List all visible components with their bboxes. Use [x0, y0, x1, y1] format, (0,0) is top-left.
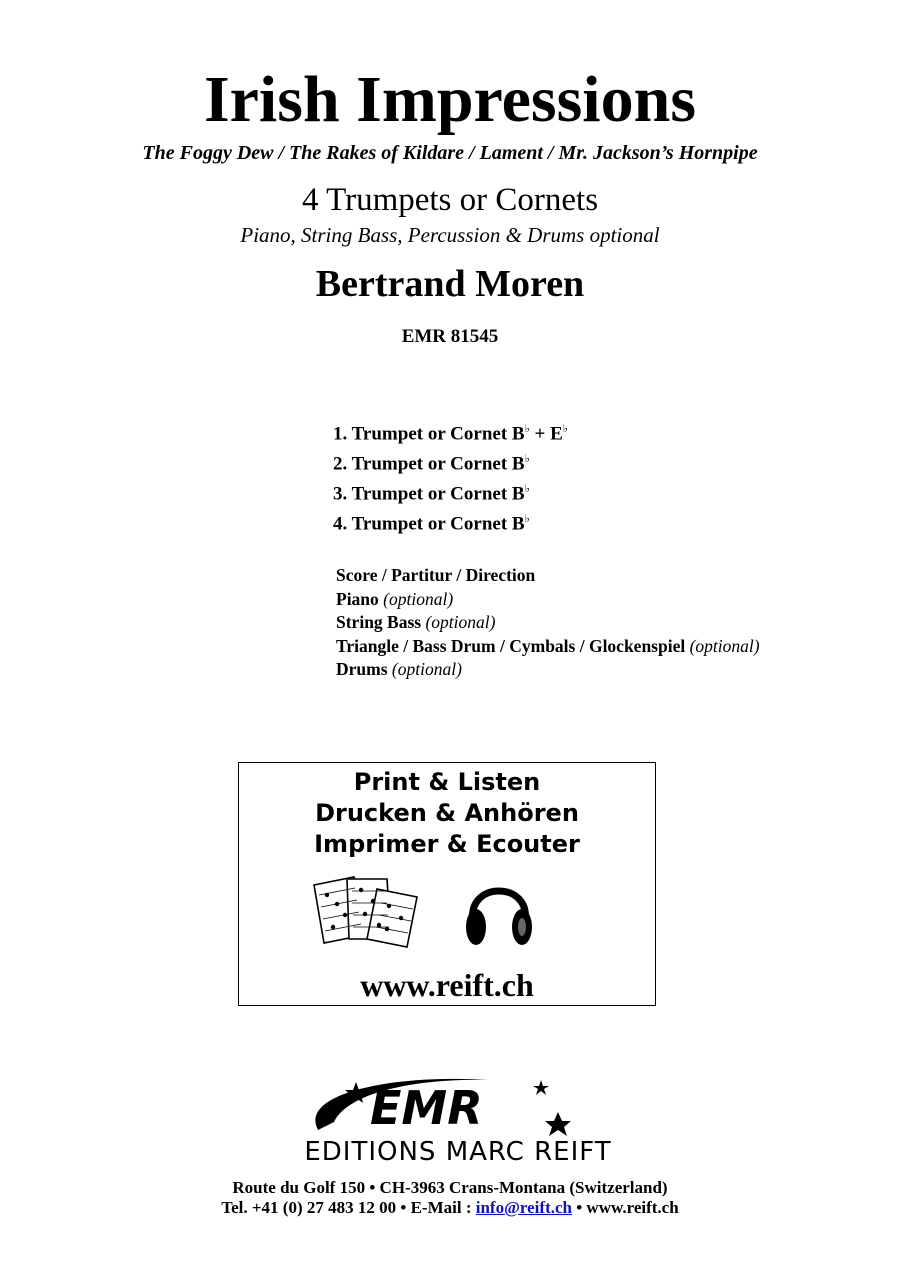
print-listen-de: Drucken & Anhören — [315, 799, 579, 827]
print-listen-box — [238, 762, 656, 1006]
print-listen-en: Print & Listen — [353, 768, 541, 796]
email-link[interactable]: info@reift.ch — [475, 1198, 572, 1217]
page-title: Irish Impressions — [203, 63, 697, 136]
extra-item: Triangle / Bass Drum / Cymbals / Glockenspiel (optional) — [336, 635, 760, 656]
part-item: 4. Trumpet or Cornet B♭ — [333, 513, 530, 535]
print-listen-fr: Imprimer & Ecouter — [314, 830, 580, 858]
publisher-contact: Tel. +41 (0) 27 483 12 00 • E-Mail : info@reift.ch • www.reift.ch — [221, 1198, 679, 1217]
extra-item: String Bass (optional) — [336, 612, 496, 632]
sheet-music-icon — [309, 873, 424, 948]
extras-list — [336, 564, 760, 682]
subtitle: The Foggy Dew / The Rakes of Kildare / Lament / Mr. Jackson’s Hornpipe — [142, 142, 758, 164]
publisher-name: EDITIONS MARC REIFT — [304, 1137, 612, 1167]
composer: Bertrand Moren — [315, 263, 585, 305]
headphones-icon — [463, 871, 535, 951]
website-link[interactable]: www.reift.ch — [360, 967, 534, 1003]
instrumentation: 4 Trumpets or Cornets — [301, 182, 599, 218]
extra-item: Drums (optional) — [336, 659, 462, 679]
part-item: 1. Trumpet or Cornet B♭ + E♭ — [333, 423, 568, 445]
extra-item: Score / Partitur / Direction — [336, 565, 536, 585]
catalog-number: EMR 81545 — [401, 326, 499, 347]
publisher-address: Route du Golf 150 • CH-3963 Crans-Montana (Switzerland) — [232, 1178, 668, 1197]
extra-item: Piano (optional) — [336, 588, 454, 609]
optional-instruments: Piano, String Bass, Percussion & Drums optional — [240, 223, 660, 247]
parts-list — [333, 416, 568, 536]
part-item: 3. Trumpet or Cornet B♭ — [333, 483, 530, 505]
part-item: 2. Trumpet or Cornet B♭ — [333, 453, 530, 475]
emr-logo-text: EMR — [370, 1081, 483, 1135]
